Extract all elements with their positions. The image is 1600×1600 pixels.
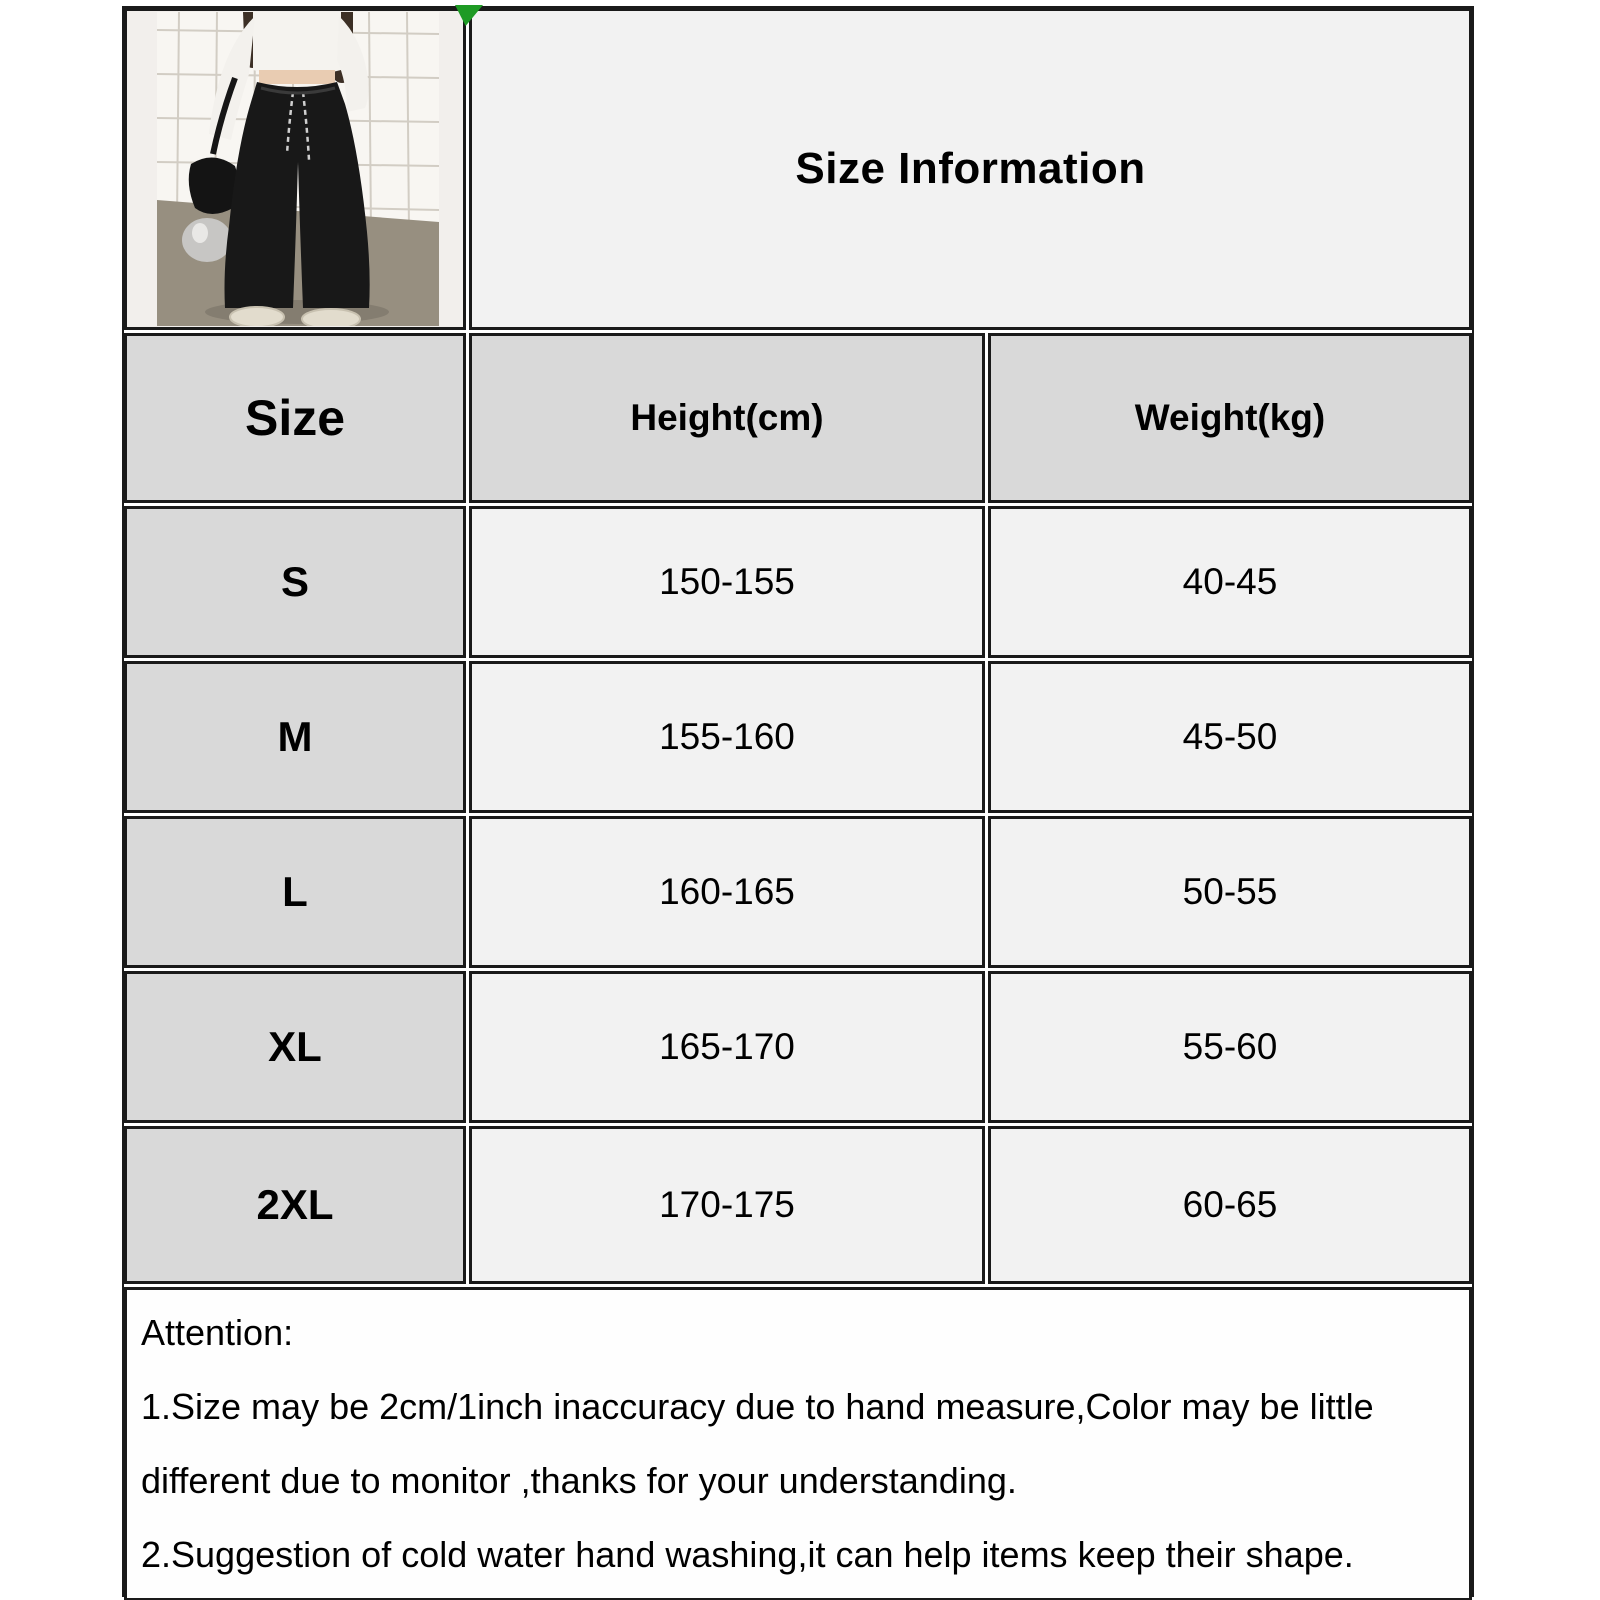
waist <box>259 70 335 84</box>
shoe-left <box>230 307 284 326</box>
product-photo <box>157 12 439 326</box>
attention-line-2: 2.Suggestion of cold water hand washing,it can help items keep their shape. <box>141 1534 1354 1575</box>
product-photo-cell <box>124 8 466 330</box>
size-table <box>124 8 1472 1595</box>
row-l-weight: 50-55 <box>988 816 1472 968</box>
row-s-size: S <box>124 506 466 658</box>
row-xl-height: 165-170 <box>469 971 985 1123</box>
row-l-height: 160-165 <box>469 816 985 968</box>
column-header-size: Size <box>124 333 466 503</box>
row-xl-size: XL <box>124 971 466 1123</box>
row-xl-weight: 55-60 <box>988 971 1472 1123</box>
page-title: Size Information <box>795 144 1146 193</box>
row-m-height: 155-160 <box>469 661 985 813</box>
row-s-weight: 40-45 <box>988 506 1472 658</box>
row-2xl-height: 170-175 <box>469 1126 985 1284</box>
white-top <box>253 12 341 76</box>
black-bag <box>189 157 239 214</box>
silver-bag <box>182 218 232 262</box>
column-header-weight: Weight(kg) <box>988 333 1472 503</box>
shoe-right <box>302 309 360 326</box>
column-header-height: Height(cm) <box>469 333 985 503</box>
table-frame <box>122 6 1474 1597</box>
row-2xl-size: 2XL <box>124 1126 466 1284</box>
row-s-height: 150-155 <box>469 506 985 658</box>
row-2xl-weight: 60-65 <box>988 1126 1472 1284</box>
row-m-weight: 45-50 <box>988 661 1472 813</box>
attention-line-1: 1.Size may be 2cm/1inch inaccuracy due to hand measure,Color may be little different due to monitor ,thanks for your understanding. <box>141 1386 1374 1501</box>
size-information-header <box>469 8 1472 330</box>
row-l-size: L <box>124 816 466 968</box>
attention-heading: Attention: <box>141 1312 294 1353</box>
attention-note <box>124 1287 1472 1600</box>
row-m-size: M <box>124 661 466 813</box>
